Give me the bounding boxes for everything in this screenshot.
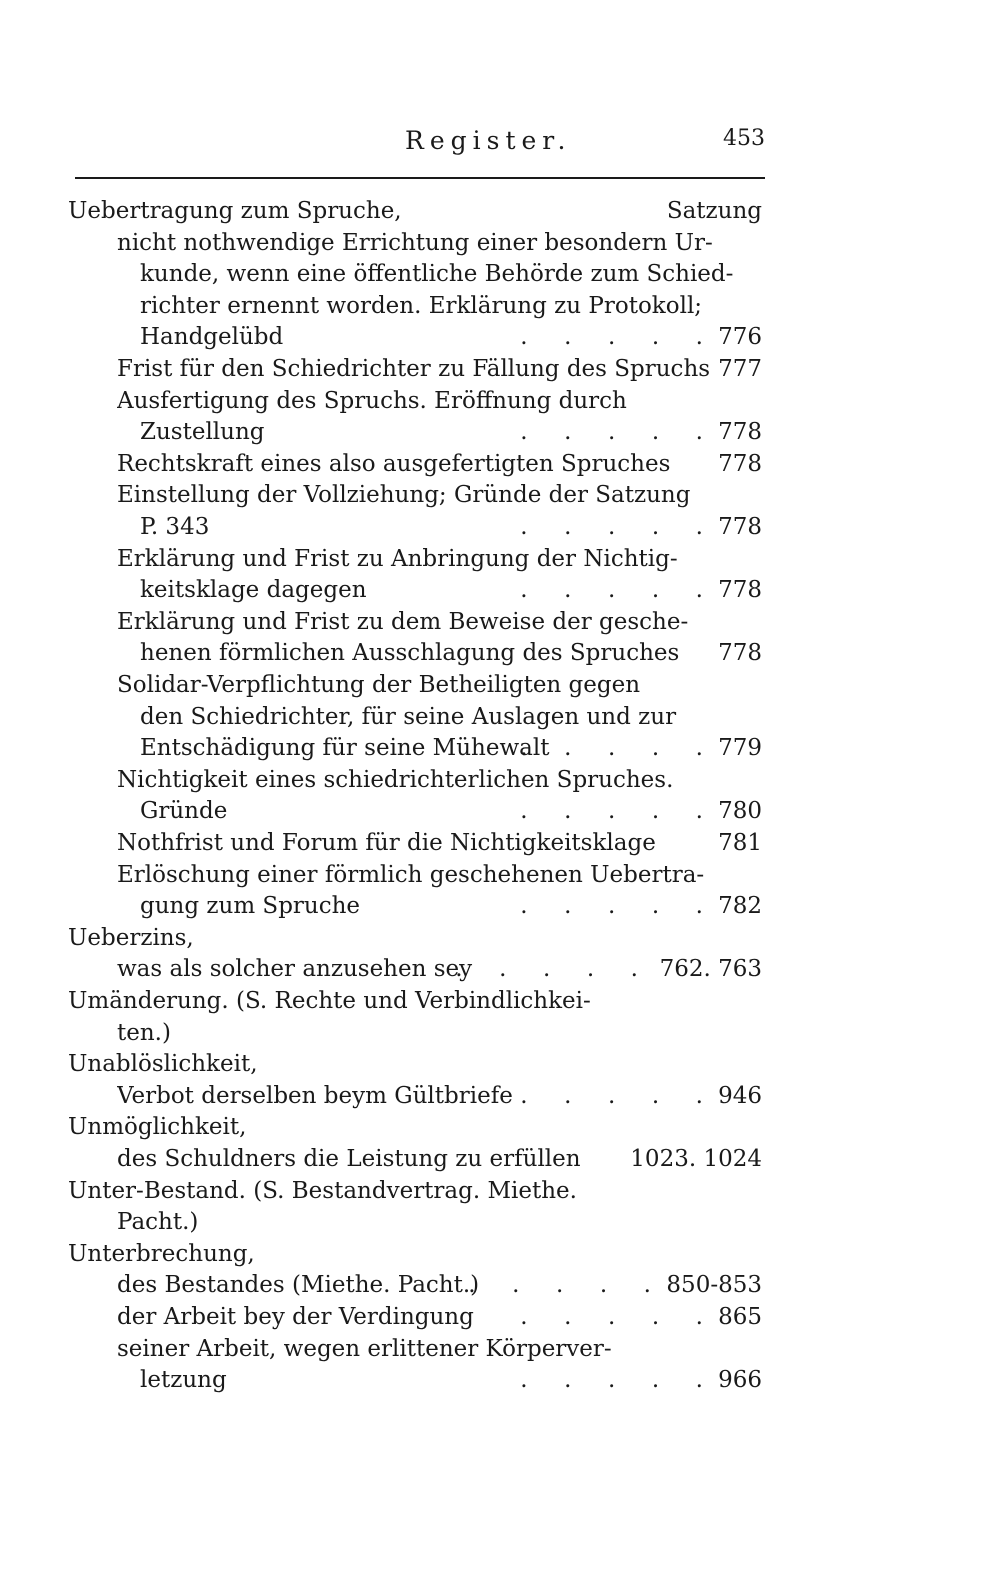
entry-page-ref: 778: [710, 637, 762, 669]
entry-text: Unablöslichkeit,: [68, 1051, 258, 1078]
register-subentry: [140, 258, 762, 290]
entry-text: Rechtskraft eines also ausgefertigten Spruches: [117, 450, 671, 477]
register-subentry: [117, 827, 762, 859]
dot-leader: . . . . .: [520, 798, 703, 825]
dot-leader: . . . . .: [520, 893, 703, 920]
entry-text: Erklärung und Frist zu dem Beweise der gesche-: [117, 608, 689, 635]
entry-text: Unter-Bestand. (S. Bestandvertrag. Miethe.: [68, 1177, 577, 1204]
entry-page-ref: 778: [710, 511, 762, 543]
register-subentry: [117, 385, 762, 417]
entry-text: den Schiedrichter, für seine Auslagen und zur: [140, 703, 677, 730]
entry-text: der Arbeit bey der Verdingung: [117, 1304, 474, 1330]
entry-text: Nichtigkeit eines schiedrichterlichen Spruches.: [117, 766, 674, 793]
register-subentry: [140, 732, 762, 764]
entry-text: ten.): [117, 1019, 171, 1046]
entry-text: Erklärung und Frist zu Anbringung der Nichtig-: [117, 545, 678, 572]
entry-text: Uebertragung zum Spruche,: [68, 198, 402, 224]
entry-page-ref: 762. 763: [652, 953, 762, 985]
header-rule: [75, 177, 765, 179]
entry-text: Entschädigung für seine Mühewalt: [140, 735, 550, 762]
register-heading: [68, 195, 762, 227]
entry-text: nicht nothwendige Errichtung einer besondern Ur-: [117, 229, 713, 256]
entry-page-ref: 776: [710, 321, 762, 353]
entry-text: kunde, wenn eine öffentliche Behörde zum Schied-: [140, 261, 734, 288]
entry-page-ref: Satzung: [659, 195, 762, 227]
register-subentry: [140, 701, 762, 733]
register-subentry: [117, 1080, 762, 1112]
register-subentry: [140, 637, 762, 669]
dot-leader: . . . . .: [520, 514, 703, 540]
register-heading: [68, 922, 762, 954]
entry-text: Erlöschung einer förmlich geschehenen Uebertra-: [117, 861, 705, 888]
dot-leader: . . . . .: [520, 1367, 703, 1394]
entry-page-ref: 779: [710, 732, 762, 764]
register-subentry: [117, 1143, 762, 1175]
register-subentry: [117, 448, 762, 480]
entry-text: keitsklage dagegen: [140, 577, 367, 604]
entry-text: henen förmlichen Ausschlagung des Spruches: [140, 640, 680, 667]
register-subentry: [140, 1364, 762, 1396]
register-subentry: [140, 574, 762, 606]
entry-text: richter ernennt worden. Erklärung zu Protokoll;: [140, 292, 703, 319]
entry-text: des Bestandes (Miethe. Pacht.): [117, 1272, 480, 1299]
dot-leader: . . . . .: [468, 1272, 651, 1299]
entry-text: Ueberzins,: [68, 924, 194, 951]
register-heading: [68, 1048, 762, 1080]
entry-page-ref: 778: [710, 416, 762, 448]
entry-page-ref: 778: [710, 448, 762, 480]
entry-text: Umänderung. (S. Rechte und Verbindlichkei-: [68, 988, 591, 1014]
entry-page-ref: 777: [710, 353, 762, 385]
register-subentry: [140, 890, 762, 922]
register-heading: [68, 1111, 762, 1143]
register-heading: [68, 1175, 762, 1207]
entry-text: Frist für den Schiedrichter zu Fällung des Spruchs: [117, 356, 711, 382]
dot-leader: . . . . .: [520, 1082, 703, 1109]
entry-page-ref: 865: [710, 1301, 762, 1333]
entry-text: P. 343: [140, 514, 210, 540]
register-subentry: [117, 479, 762, 511]
entry-text: Ausfertigung des Spruchs. Eröffnung durch: [117, 387, 627, 414]
entry-text: Verbot derselben beym Gültbriefe: [117, 1082, 513, 1109]
register-subentry: [140, 321, 762, 353]
dot-leader: . . . . .: [520, 419, 703, 446]
register-subentry: [117, 1017, 762, 1049]
entry-text: Unterbrechung,: [68, 1240, 255, 1267]
register-subentry: [117, 227, 762, 259]
entry-text: Pacht.): [117, 1209, 199, 1236]
entry-text: Unmöglichkeit,: [68, 1114, 247, 1141]
dot-leader: . . . . .: [520, 1304, 703, 1330]
register-subentry: [140, 290, 762, 322]
entry-text: gung zum Spruche: [140, 893, 361, 920]
entry-text: Handgelübd: [140, 324, 284, 351]
entry-text: letzung: [140, 1367, 227, 1394]
register-subentry: [117, 543, 762, 575]
entry-page-ref: 780: [710, 795, 762, 827]
entry-page-ref: 781: [710, 827, 762, 859]
entry-text: Einstellung der Vollziehung; Gründe der Satzung: [117, 482, 691, 509]
register-heading: [68, 1238, 762, 1270]
entry-text: des Schuldners die Leistung zu erfüllen: [117, 1146, 581, 1172]
entry-page-ref: 966: [710, 1364, 762, 1396]
entry-text: Solidar-Verpflichtung der Betheiligten gegen: [117, 672, 641, 698]
register-subentry: [117, 953, 762, 985]
entry-text: Gründe: [140, 798, 228, 825]
entry-page-ref: 946: [710, 1080, 762, 1112]
entry-text: was als solcher anzusehen sey: [117, 956, 473, 983]
entry-text: Zustellung: [140, 419, 265, 446]
entry-page-ref: 1023. 1024: [622, 1143, 762, 1175]
running-title: Register.: [405, 126, 572, 155]
register-subentry: [117, 353, 762, 385]
dot-leader: . . . . .: [520, 324, 703, 351]
dot-leader: . . . . .: [520, 577, 703, 604]
register-subentry: [140, 416, 762, 448]
entry-page-ref: 782: [710, 890, 762, 922]
page-header: [75, 126, 765, 166]
register-subentry: [140, 795, 762, 827]
register-subentry: [117, 606, 762, 638]
entry-page-ref: 850-853: [658, 1269, 762, 1301]
register-subentry: [117, 1269, 762, 1301]
register-subentry: [117, 859, 762, 891]
entry-text: seiner Arbeit, wegen erlittener Körperver-: [117, 1335, 612, 1362]
dot-leader: . . . . .: [455, 956, 638, 983]
register-subentry: [140, 511, 762, 543]
register-subentry: [117, 1333, 762, 1365]
register-subentry: [117, 1206, 762, 1238]
register-subentry: [117, 669, 762, 701]
entry-text: Nothfrist und Forum für die Nichtigkeitsklage: [117, 830, 656, 856]
register-heading: [68, 985, 762, 1017]
register-subentry: [117, 1301, 762, 1333]
page-number: 453: [723, 126, 765, 151]
dot-leader: . . . . .: [520, 735, 703, 762]
entry-page-ref: 778: [710, 574, 762, 606]
register-subentry: [117, 764, 762, 796]
